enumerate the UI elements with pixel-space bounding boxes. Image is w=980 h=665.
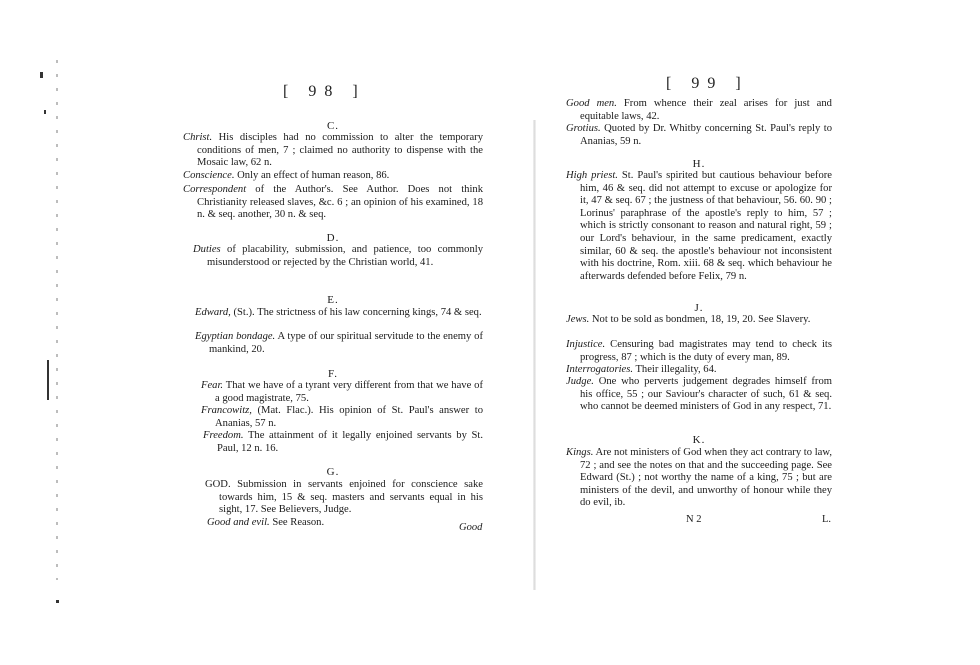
entry-text: That we have of a tyrant very different from that we have of a good magistrate, 75. bbox=[215, 380, 483, 404]
page-number: [ 99 ] bbox=[666, 75, 749, 92]
entry-text: of the Author's. See Author. Does not think Christianity released slaves, &c. 6 ; an opinion of his examined, 18 n. & seq. another, 30 n. & seq. bbox=[197, 184, 483, 221]
entry-headword: Interrogatories. bbox=[566, 364, 633, 375]
entry-text: Censuring bad magistrates may tend to check its progress, 87 ; which is the duty of every man, 89. bbox=[580, 339, 832, 363]
index-entry bbox=[566, 314, 832, 327]
index-entry bbox=[195, 307, 483, 320]
entry-headword: Egyptian bondage. bbox=[195, 331, 276, 342]
index-entry bbox=[203, 430, 483, 455]
index-entry bbox=[183, 170, 483, 183]
section-letter: J. bbox=[694, 302, 704, 314]
index-entry bbox=[566, 170, 832, 283]
section-letter: F. bbox=[328, 368, 338, 380]
section-letter: C. bbox=[326, 120, 340, 132]
entry-headword: Good men. bbox=[566, 98, 617, 109]
entry-headword: Judge. bbox=[566, 376, 594, 387]
book-gutter bbox=[533, 120, 536, 590]
index-entry bbox=[207, 517, 483, 530]
index-entry bbox=[566, 364, 832, 377]
index-entry bbox=[183, 132, 483, 170]
entry-headword: Duties bbox=[193, 244, 221, 255]
entry-text: Are not ministers of God when they act contrary to law, 72 ; and see the notes on that and the succeeding page. See Edward (St.) ; not worthy the name of a king, 75 ; but are ministers of the devil, and unworthy of honour while they do evil, ib. bbox=[580, 447, 832, 509]
index-entry bbox=[566, 376, 832, 414]
entry-text: Submission in servants enjoined for conscience sake towards him, 15 & seq. masters and servants equal in his sight, 17. See Believers, Judge. bbox=[219, 479, 483, 516]
entry-headword: Correspondent bbox=[183, 184, 247, 195]
page-number: [ 98 ] bbox=[283, 83, 366, 100]
section-letter: D. bbox=[326, 232, 340, 244]
margin-mark bbox=[47, 360, 49, 400]
entry-text: Only an effect of human reason, 86. bbox=[234, 170, 390, 181]
section-letter: H. bbox=[692, 158, 706, 170]
entry-headword: Grotius. bbox=[566, 123, 601, 134]
index-entry bbox=[566, 447, 832, 510]
entry-headword: Good and evil. bbox=[207, 517, 270, 528]
entry-text: See Reason. bbox=[269, 517, 325, 528]
entry-text: of placability, submission, and patience, too commonly misunderstood or rejected by the Christian world, 41. bbox=[207, 244, 483, 268]
index-entry bbox=[201, 380, 483, 405]
index-entry bbox=[205, 479, 483, 517]
margin-mark bbox=[56, 600, 59, 603]
entry-headword: Kings. bbox=[566, 447, 594, 458]
entry-headword: Injustice. bbox=[566, 339, 606, 350]
entry-text: One who perverts judgement degrades himself from his office, 55 ; our Saviour's character of such, 61 & seq. who cannot be deemed ministers of God in any respect, 71. bbox=[580, 376, 832, 413]
index-entry bbox=[195, 331, 483, 356]
index-entry bbox=[566, 123, 832, 148]
entry-text: From whence their zeal arises for just and equitable laws, 42. bbox=[580, 98, 832, 122]
entry-text: A type of our spiritual servitude to the enemy of mankind, 20. bbox=[209, 331, 483, 355]
index-entry bbox=[566, 98, 832, 123]
margin-mark bbox=[40, 72, 43, 78]
signature-mark: N 2 bbox=[686, 514, 702, 525]
index-entry bbox=[201, 405, 483, 430]
entry-text: Quoted by Dr. Whitby concerning St. Paul's reply to Ananias, 59 n. bbox=[580, 123, 832, 147]
entry-headword: Conscience. bbox=[183, 170, 235, 181]
catchword: L. bbox=[822, 514, 832, 525]
entry-text: Their illegality, 64. bbox=[633, 364, 717, 375]
margin-mark bbox=[44, 110, 46, 114]
entry-text: The attainment of it legally enjoined servants by St. Paul, 12 n. 16. bbox=[217, 430, 483, 454]
index-entry bbox=[193, 244, 483, 269]
scan-edge-shadow bbox=[56, 60, 58, 580]
catchword: Good bbox=[459, 522, 483, 533]
entry-headword: Jews. bbox=[566, 314, 590, 325]
entry-headword: High priest. bbox=[566, 170, 618, 181]
section-letter: G. bbox=[326, 466, 340, 478]
entry-text: His disciples had no commission to alter the temporary conditions of men, 7 ; claimed no authority to dispense with the Mosaic law, 62 n. bbox=[197, 132, 483, 169]
index-entry bbox=[183, 184, 483, 222]
entry-headword: Freedom. bbox=[203, 430, 244, 441]
section-letter: E. bbox=[327, 294, 339, 306]
entry-headword: Francowitz, bbox=[201, 405, 252, 416]
entry-headword: Edward, bbox=[195, 307, 231, 318]
entry-headword: GOD. bbox=[205, 479, 231, 490]
entry-text: St. Paul's spirited but cautious behaviour before him, 46 & seq. did not attempt to excuse or apologize for it, 47 & seq. 67 ; the justness of that behaviour, 56. 60. 90 ; Lorinus' paraphrase of the apostle's reply to him, 57 ; which is strictly consonant to reason and natural right, 59 ; our Lord's behaviour, in the same predicament, exactly similar, 60 & seq. the apostle's behaviour not inconsistent with his doctrine, Rom. xiii. 68 & seq. which behaviour he afterwards defended before Felix, 79 n. bbox=[580, 170, 832, 282]
entry-text: (Mat. Flac.). His opinion of St. Paul's answer to Ananias, 57 n. bbox=[215, 405, 483, 429]
entry-headword: Fear. bbox=[201, 380, 224, 391]
entry-text: Not to be sold as bondmen, 18, 19, 20. See Slavery. bbox=[589, 314, 811, 325]
index-entry bbox=[566, 339, 832, 364]
entry-text: (St.). The strictness of his law concerning kings, 74 & seq. bbox=[230, 307, 482, 318]
entry-headword: Christ. bbox=[183, 132, 213, 143]
section-letter: K. bbox=[692, 434, 706, 446]
